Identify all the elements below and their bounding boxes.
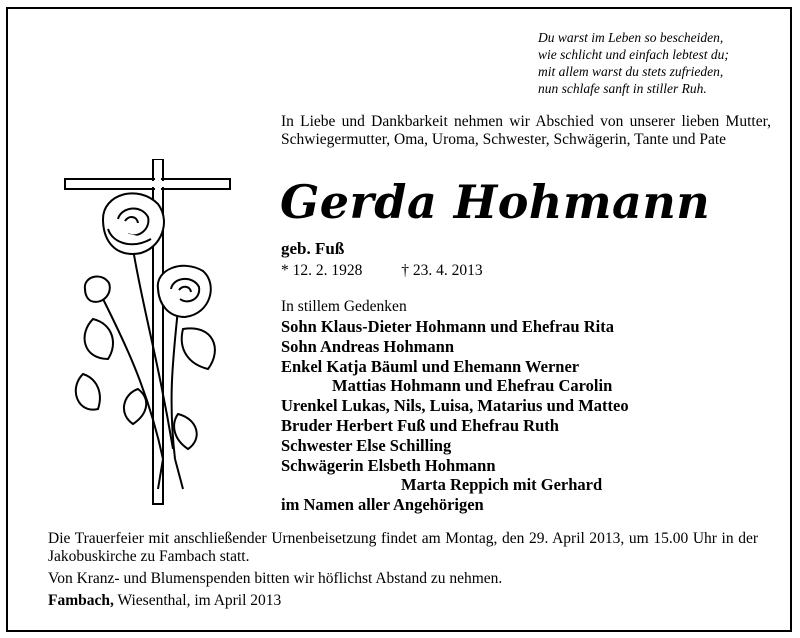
funeral-info [48,530,758,614]
poem-line: nun schlafe sanft in stiller Ruh. [538,81,707,96]
family-line: Urenkel Lukas, Nils, Luisa, Matarius und Matteo [281,396,629,416]
poem-line: Du warst im Leben so bescheiden, [538,30,724,45]
maiden-name: geb. Fuß [281,239,345,258]
cross-with-roses-icon [63,159,233,509]
deceased-name: Gerda Hohmann [280,175,711,229]
funeral-text: Die Trauerfeier mit anschließender Urnenbeisetzung findet am Montag, den 29. April 2013, um 15.00 Uhr in der Jakobuskirche zu Fambach statt. [48,530,758,565]
family-line: Enkel Katja Bäuml und Ehemann Werner [281,356,580,376]
intro-text: In Liebe und Dankbarkeit nehmen wir Abschied von unserer lieben Mutter, Schwiegermutter, Oma, Uroma, Schwester, Schwägerin, Tante und Pate [281,113,771,148]
family-list [281,317,629,515]
poem [538,29,778,97]
family-line: Schwägerin Elsbeth Hohmann [281,455,496,475]
obituary-frame [6,7,792,632]
family-line: Sohn Andreas Hohmann [281,336,455,356]
place-rest: Wiesenthal, im April 2013 [113,592,282,609]
flowers-text: Von Kranz- und Blumenspenden bitten wir höflichst Abstand zu nehmen. [48,570,503,587]
poem-line: wie schlicht und einfach lebtest du; [538,47,729,62]
death-date: † 23. 4. 2013 [401,262,483,279]
family-line: Mattias Hohmann und Ehefrau Carolin [332,376,613,396]
family-line: Sohn Klaus-Dieter Hohmann und Ehefrau Rita [281,317,614,336]
family-line: Marta Reppich mit Gerhard [401,475,603,495]
family-line: Schwester Else Schilling [281,435,452,455]
life-dates [281,262,483,280]
family-line: Bruder Herbert Fuß und Ehefrau Ruth [281,415,559,435]
poem-line: mit allem warst du stets zufrieden, [538,64,724,79]
family-line: im Namen aller Angehörigen [281,495,484,515]
birth-date: * 12. 2. 1928 [281,262,363,279]
memory-heading: In stillem Gedenken [281,298,407,315]
place-bold: Fambach, [48,592,114,609]
place-date [48,592,758,610]
